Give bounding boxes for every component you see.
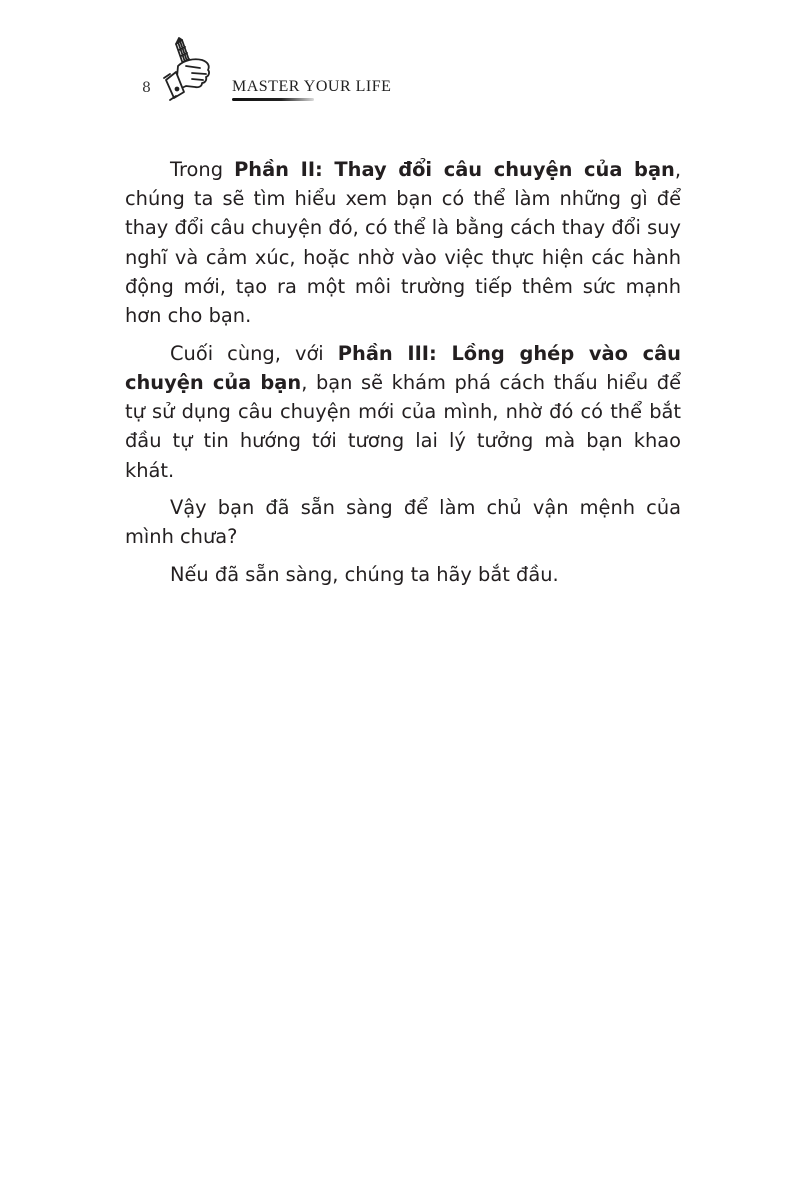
section-reference: Phần II: Thay đổi câu chuyện của bạn xyxy=(234,158,675,181)
paragraph-text: , bạn sẽ khám phá cách thấu hiểu để tự sử dụng câu chuyện mới của mình, nhờ đó có thể bắt đầu tự tin hướng tới tương lai lý tưởng mà bạn khao khát. xyxy=(125,370,682,482)
brush-underline xyxy=(232,98,314,101)
page-header xyxy=(140,36,400,106)
hand-holding-pencil-icon xyxy=(162,36,232,104)
paragraph-text: Cuối cùng, với xyxy=(170,341,338,365)
paragraph-text: , chúng ta sẽ tìm hiểu xem bạn có thể làm những gì để thay đổi câu chuyện đó, có thể là bằng cách thay đổi suy nghĩ và cảm xúc, hoặc nhờ vào việc thực hiện các hành động mới, tạo ra một môi trường tiếp thêm sức mạnh hơn cho bạn. xyxy=(125,158,682,328)
paragraph-text: Vậy bạn đã sẵn sàng để làm chủ vận mệnh của mình chưa? xyxy=(125,496,681,549)
page-number: 8 xyxy=(142,80,151,96)
paragraph-text: Nếu đã sẵn sàng, chúng ta hãy bắt đầu. xyxy=(170,563,559,587)
running-title: MASTER YOUR LIFE xyxy=(232,78,392,95)
paragraph-text: Trong xyxy=(170,158,235,181)
body-text xyxy=(125,155,681,598)
paragraph xyxy=(125,493,681,551)
paragraph xyxy=(125,155,681,330)
section-reference: Phần III: Lồng ghép vào câu chuyện của bạn xyxy=(125,341,681,394)
paragraph xyxy=(125,339,681,485)
paragraph xyxy=(125,560,681,589)
